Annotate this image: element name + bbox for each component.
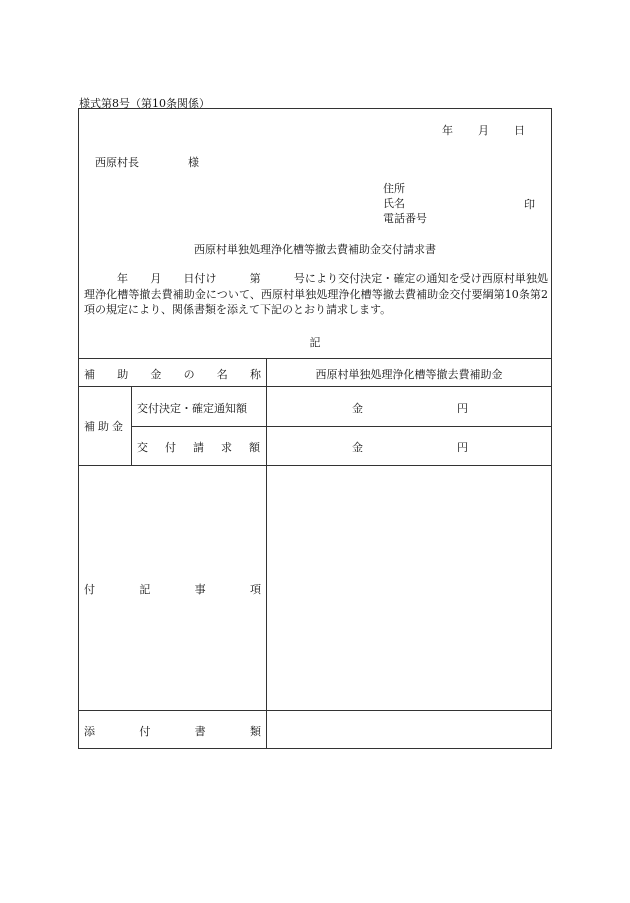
attachments-char: 類 [249,725,261,738]
table-line-divider [266,358,267,748]
subsidy-name-char: 名 [216,368,228,381]
requested-amount-char: 付 [165,441,176,454]
subsidy-name-char: 称 [249,368,261,381]
phone-label: 電話番号 [383,212,427,225]
body-text-content: 年 月 日付け 第 号により交付決定・確定の通知を受け西原村単独処理浄化槽等撤去費補助金について、西原村単独処理浄化槽等撤去費補助金交付要綱第10条第2項の規定により、関係書類を添えて下記のとおり請求します。 [84,272,548,316]
document-body-text [84,271,548,318]
requested-amount-prefix: 金 [352,441,363,454]
decided-amount-unit: 円 [457,402,468,415]
table-line-row2 [78,386,552,387]
form-frame [78,108,552,749]
address-label: 住所 [383,182,405,195]
table-line-row3 [131,426,552,427]
attachments-char: 添 [84,725,95,738]
subsidy-name-label [84,366,261,382]
requested-amount-char: 額 [249,441,260,454]
requested-amount-char: 求 [221,441,232,454]
date-line [442,122,525,138]
requested-amount-unit: 円 [457,441,468,454]
applicant-block [383,181,427,226]
decided-amount-prefix: 金 [352,402,363,415]
table-line-row5 [78,710,552,711]
decided-amount-label: 交付決定・確定通知額 [137,402,247,415]
table-line-subgroup [131,386,132,465]
addressee [95,154,199,170]
requested-amount-label [137,439,260,455]
table-line-row4 [78,465,552,466]
requested-amount-char: 請 [193,441,204,454]
subsidy-name-char: 金 [150,368,162,381]
date-day-label: 日 [514,124,525,137]
addressee-honorific: 様 [188,156,199,169]
subsidy-name-char: 補 [84,368,95,381]
name-label: 氏名 [383,197,405,210]
document-title: 西原村単独処理浄化槽等撤去費補助金交付請求書 [194,243,436,256]
attachments-char: 付 [139,725,151,738]
notes-char: 項 [249,583,261,596]
ki-label: 記 [309,336,321,349]
subsidy-group-label: 補助金 [84,420,126,433]
notes-char: 付 [84,583,95,596]
notes-char: 記 [139,583,151,596]
requested-amount-char: 交 [137,441,148,454]
date-month-label: 月 [478,124,489,137]
notes-char: 事 [194,583,206,596]
subsidy-name-char: 助 [117,368,129,381]
attachments-label [84,723,261,739]
addressee-name: 西原村長 [95,156,139,169]
form-number-label: 様式第8号（第10条関係） [79,97,210,110]
subsidy-name-value: 西原村単独処理浄化槽等撤去費補助金 [315,368,503,381]
table-line-top [78,358,552,359]
attachments-char: 書 [194,725,206,738]
subsidy-name-char: の [183,368,195,381]
seal-label: 印 [524,198,535,211]
notes-label [84,581,261,597]
date-year-label: 年 [442,124,453,137]
